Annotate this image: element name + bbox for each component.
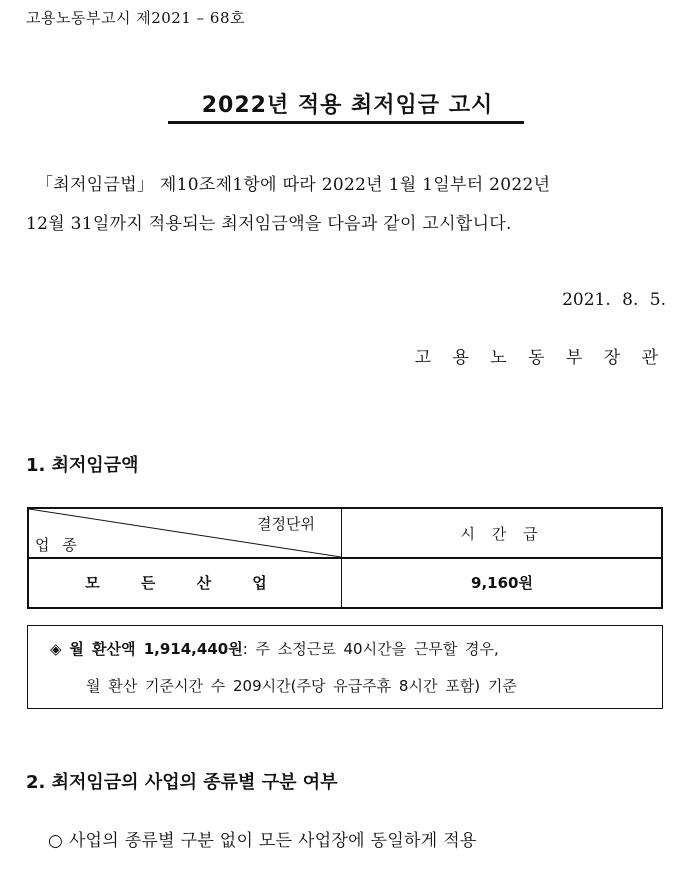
minimum-wage-table bbox=[27, 507, 663, 609]
issuer-name: 고 용 노 동 부 장 관 bbox=[414, 348, 666, 368]
row-hourly-wage-value: 9,160원 bbox=[471, 574, 533, 592]
header-unit-label: 결정단위 bbox=[257, 515, 315, 533]
header-industry-label: 업 종 bbox=[35, 536, 81, 554]
monthly-conversion-note bbox=[27, 625, 663, 709]
title-underline bbox=[168, 121, 524, 124]
note-line-2: 월 환산 기준시간 수 209시간(주당 유급주휴 8시간 포함) 기준 bbox=[86, 677, 517, 695]
body-paragraph-line-2: 12월 31일까지 적용되는 최저임금액을 다음과 같이 고시합니다. bbox=[26, 214, 512, 234]
section-2-item: ○ 사업의 종류별 구분 없이 모든 사업장에 동일하게 적용 bbox=[48, 831, 477, 851]
table-row-divider bbox=[29, 557, 661, 559]
notice-date: 2021. 8. 5. bbox=[562, 290, 666, 310]
body-line-1-text: 「최저임금법」 제10조제1항에 따라 2022년 1월 1일부터 2022년 bbox=[36, 175, 551, 195]
document-title: 2022년 적용 최저임금 고시 bbox=[201, 93, 494, 118]
diamond-bullet-icon: ◈ bbox=[50, 640, 62, 658]
notice-number: 고용노동부고시 제2021 – 68호 bbox=[26, 9, 245, 27]
header-hourly-label: 시 간 급 bbox=[460, 525, 544, 543]
row-industry-value: 모 든 산 업 bbox=[85, 574, 285, 592]
note-bold-label: 월 환산액 1,914,440원 bbox=[69, 640, 243, 658]
note-line-1 bbox=[50, 638, 658, 659]
section-1-title: 1. 최저임금액 bbox=[26, 455, 139, 476]
body-paragraph-line-1 bbox=[26, 170, 666, 195]
note-line-1-rest: : 주 소정근로 40시간을 근무할 경우, bbox=[242, 640, 499, 658]
section-2-title: 2. 최저임금의 사업의 종류별 구분 여부 bbox=[26, 772, 338, 793]
